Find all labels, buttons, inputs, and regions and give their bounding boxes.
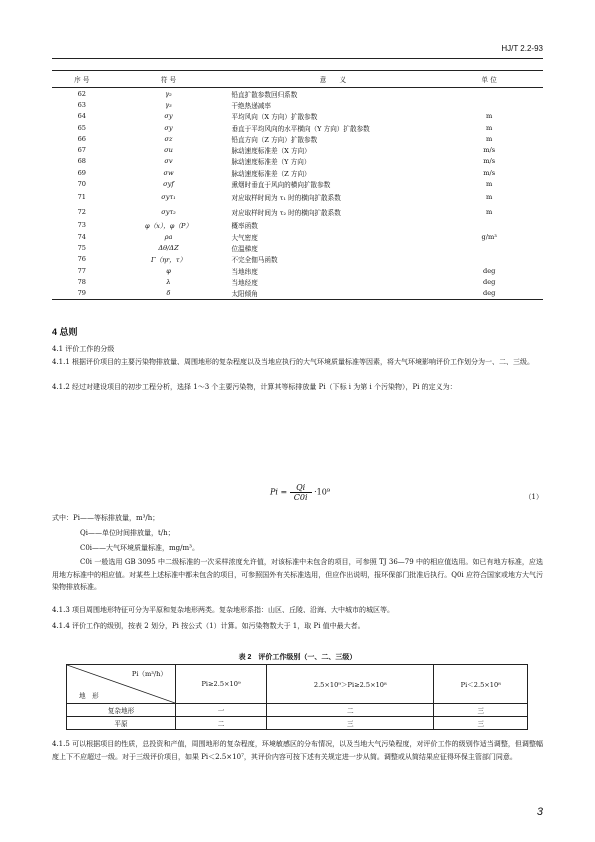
- row-unit: deg: [482, 277, 496, 286]
- row-symbol: γ₂: [165, 89, 172, 98]
- header-rule: [52, 58, 543, 59]
- row-symbol: φ（x），φ（P）: [144, 222, 193, 231]
- table-row: [52, 276, 543, 287]
- row-meaning: 当地纬度: [231, 267, 258, 276]
- table-row: [52, 156, 543, 167]
- row-number: 71: [77, 193, 86, 202]
- row-meaning: 脉动速度标准差（Y 方向）: [231, 158, 311, 167]
- row-meaning: 对应取样时间为 τ₁ 时的横向扩散系数: [231, 194, 341, 203]
- row-unit: m: [486, 112, 493, 121]
- row-number: 75: [77, 243, 86, 252]
- row-meaning: 熏烟时垂直于风向的横向扩散参数: [231, 181, 331, 190]
- table-row: [52, 242, 543, 253]
- diagonal-header-cell: [67, 665, 176, 704]
- table-row: [52, 99, 543, 110]
- row-symbol: σyτ₂: [161, 208, 176, 217]
- row-number: 69: [77, 168, 86, 177]
- formula-1: [270, 483, 330, 502]
- col-header-unit: 单 位: [435, 71, 543, 88]
- table-row: [52, 88, 543, 100]
- grading-table: [66, 664, 528, 730]
- table-row: [52, 254, 543, 265]
- row-number: 72: [77, 208, 86, 217]
- row-unit: [435, 99, 543, 110]
- row-unit: m: [486, 193, 493, 202]
- row-unit: m: [486, 208, 493, 217]
- row-meaning: 概率函数: [231, 222, 258, 231]
- row-unit: [435, 88, 543, 100]
- formula-rhs: ·10⁹: [314, 487, 330, 497]
- row-unit: deg: [435, 287, 543, 299]
- row-meaning: 太阳倾角: [225, 287, 435, 299]
- diagonal-bottom-label: 地 形: [79, 692, 99, 700]
- table-row: [67, 717, 528, 730]
- row-number: 68: [77, 157, 86, 166]
- table-row: [52, 167, 543, 178]
- diagonal-top-label: Pi（m³/h）: [131, 670, 167, 678]
- row-unit: m: [486, 180, 493, 189]
- clause-4-1-1: 4.1.1 根据评价项目的主要污染物排放量、周围地形的复杂程度以及当地应执行的大气环境质量标准等因素，将大气环境影响评价工作划分为一、二、三级。: [52, 358, 535, 366]
- col-header-meaning: 意 义: [225, 71, 435, 88]
- row-symbol: Γ（ηr，τ）: [150, 256, 187, 265]
- formula-number: （1）: [524, 493, 543, 501]
- table-row: [52, 220, 543, 231]
- row-number: 67: [77, 146, 86, 155]
- row-number: 74: [77, 232, 86, 241]
- table-row: [52, 111, 543, 122]
- row-unit: m/s: [483, 157, 496, 166]
- row-meaning: 位温梯度: [231, 244, 258, 253]
- table-row: [52, 231, 543, 242]
- row-symbol: ρa: [164, 232, 173, 241]
- row-unit: m/s: [483, 168, 496, 177]
- row-number: 78: [77, 277, 86, 286]
- level-cell: 二: [267, 704, 434, 717]
- level-cell: 三: [434, 717, 528, 730]
- terrain-cell: 平原: [67, 717, 176, 730]
- row-symbol: σu: [164, 146, 173, 155]
- standard-note: C0i 一般选用 GB 3095 中二级标准的一次采样浓度允许值，对该标准中未包含的项目，可参照 TJ 36—79 中的相应值选用。如已有地方标准，应选用地方标准中的相应值。对某些上述标准中都未包含的项目，可参照国外有关标准选用，但应作出说明，报环保部门批准后执行。Q0i 应符合国家或地方大气污染物排放标准。: [52, 558, 543, 591]
- table-row: [52, 144, 543, 155]
- row-unit: m/s: [483, 146, 496, 155]
- clause-4-1-5: 4.1.5 可以根据项目的性质，总投资和产值，周围地形的复杂程度，环境敏感区的分布情况，以及当地大气污染程度，对评价工作的级别作适当调整，但调整幅度上下不应超过一级。对于三级评价项目，如果 Pi＜2.5×10⁷，其评价内容可按下述有关规定进一步从简。调整或从简结果应征得环保主管部门同意。: [52, 740, 543, 761]
- formula-numerator: Qi: [290, 483, 312, 493]
- row-meaning: 当地经度: [231, 278, 258, 287]
- row-symbol: σyτ₁: [161, 193, 176, 202]
- row-symbol: σyf: [163, 180, 174, 189]
- row-meaning: 干绝热递减率: [231, 101, 271, 110]
- clause-4-1-2: 4.1.2 经过对建设项目的初步工程分析，选择 1～3 个主要污染物，计算其等标排放量 Pi（下标 i 为第 i 个污染物），Pi 的定义为：: [52, 383, 457, 391]
- symbol-table-body: [52, 88, 543, 300]
- row-number: 63: [77, 100, 86, 109]
- definition-p: 式中：Pi——等标排放量，m³/h；: [52, 514, 160, 522]
- clause-4-1-3: 4.1.3 项目周围地形特征可分为平原和复杂地形两类。复杂地形系指：山区、丘陵、沿海、大中城市的城区等。: [52, 606, 395, 614]
- row-meaning: 铅直扩散参数回归系数: [231, 90, 298, 99]
- row-number: 79: [52, 287, 112, 299]
- row-symbol: σv: [164, 157, 173, 166]
- row-meaning: 脉动速度标准差（Z 方向）: [231, 169, 311, 178]
- row-symbol: σz: [164, 134, 173, 143]
- table-row: [52, 178, 543, 189]
- row-meaning: 脉动速度标准差（X 方向）: [231, 147, 311, 156]
- row-number: 65: [77, 123, 86, 132]
- table-row: [52, 205, 543, 220]
- row-number: 73: [77, 221, 86, 230]
- page-number: 3: [536, 806, 543, 818]
- definition-c: C0i——大气环境质量标准，mg/m³。: [80, 544, 199, 552]
- row-number: 66: [77, 134, 86, 143]
- row-symbol: φ: [166, 266, 171, 275]
- col-header-no: 序 号: [52, 71, 112, 88]
- symbol-table: [52, 70, 543, 300]
- row-meaning: 平均风向（X 方向）扩散参数: [231, 113, 318, 122]
- level-cell: 二: [176, 717, 267, 730]
- grading-table-header: [67, 665, 528, 704]
- row-number: 62: [77, 89, 86, 98]
- table-row: [67, 704, 528, 717]
- table-row: [52, 133, 543, 144]
- col-header-symbol: 符 号: [112, 71, 226, 88]
- row-unit: [435, 242, 543, 253]
- table-row: [52, 190, 543, 205]
- row-unit: [435, 254, 543, 265]
- row-number: 77: [77, 266, 86, 275]
- table-row: [52, 287, 543, 299]
- section-title: 4 总则: [52, 327, 78, 337]
- symbol-table-header: [52, 71, 543, 88]
- row-unit: m: [486, 134, 493, 143]
- table-row: [52, 122, 543, 133]
- row-symbol: γ₃: [165, 100, 172, 109]
- standard-code: HJ/T 2.2-93: [501, 44, 543, 53]
- level-cell: 三: [434, 704, 528, 717]
- row-symbol: λ: [166, 277, 171, 286]
- col-header-mid: 2.5×10⁹＞Pi≥2.5×10⁸: [267, 665, 434, 704]
- level-cell: 一: [176, 704, 267, 717]
- terrain-cell: 复杂地形: [67, 704, 176, 717]
- row-symbol: σy: [164, 123, 173, 132]
- row-meaning: 大气密度: [231, 233, 258, 242]
- level-cell: 三: [267, 717, 434, 730]
- row-meaning: 垂直于平均风向的水平横向（Y 方向）扩散参数: [231, 124, 370, 133]
- row-symbol: σw: [163, 168, 174, 177]
- row-number: 64: [77, 112, 86, 121]
- row-number: 76: [77, 255, 86, 264]
- row-meaning: 不完全伽马函数: [231, 256, 278, 265]
- row-number: 70: [77, 180, 86, 189]
- formula-denominator: C0i: [293, 493, 308, 502]
- clause-4-1-4: 4.1.4 评价工作的级别，按表 2 划分，Pi 按公式（1）计算。如污染物数大于 1，取 Pi 值中最大者。: [52, 622, 365, 630]
- table-2-title: 表 2 评价工作级别（一、二、三级）: [238, 654, 357, 661]
- col-header-high: Pi≥2.5×10⁹: [176, 665, 267, 704]
- col-header-low: Pi＜2.5×10⁸: [434, 665, 528, 704]
- table-row: [52, 265, 543, 276]
- row-symbol: Δθ/ΔZ: [158, 243, 179, 252]
- formula-lhs: Pi =: [270, 487, 288, 497]
- row-unit: m: [486, 123, 493, 132]
- clause-4-1: 4.1 评价工作的分级: [52, 345, 115, 353]
- definition-q: Qi——单位时间排放量，t/h；: [80, 529, 175, 537]
- row-symbol: δ: [112, 287, 226, 299]
- row-unit: deg: [482, 266, 496, 275]
- row-meaning: 铅直方向（Z 方向）扩散参数: [231, 135, 318, 144]
- row-unit: g/m³: [481, 232, 497, 241]
- row-symbol: σy: [164, 112, 173, 121]
- formula-fraction: [290, 483, 312, 502]
- row-unit: [435, 220, 543, 231]
- row-meaning: 对应取样时间为 τ₂ 时的横向扩散系数: [231, 209, 341, 218]
